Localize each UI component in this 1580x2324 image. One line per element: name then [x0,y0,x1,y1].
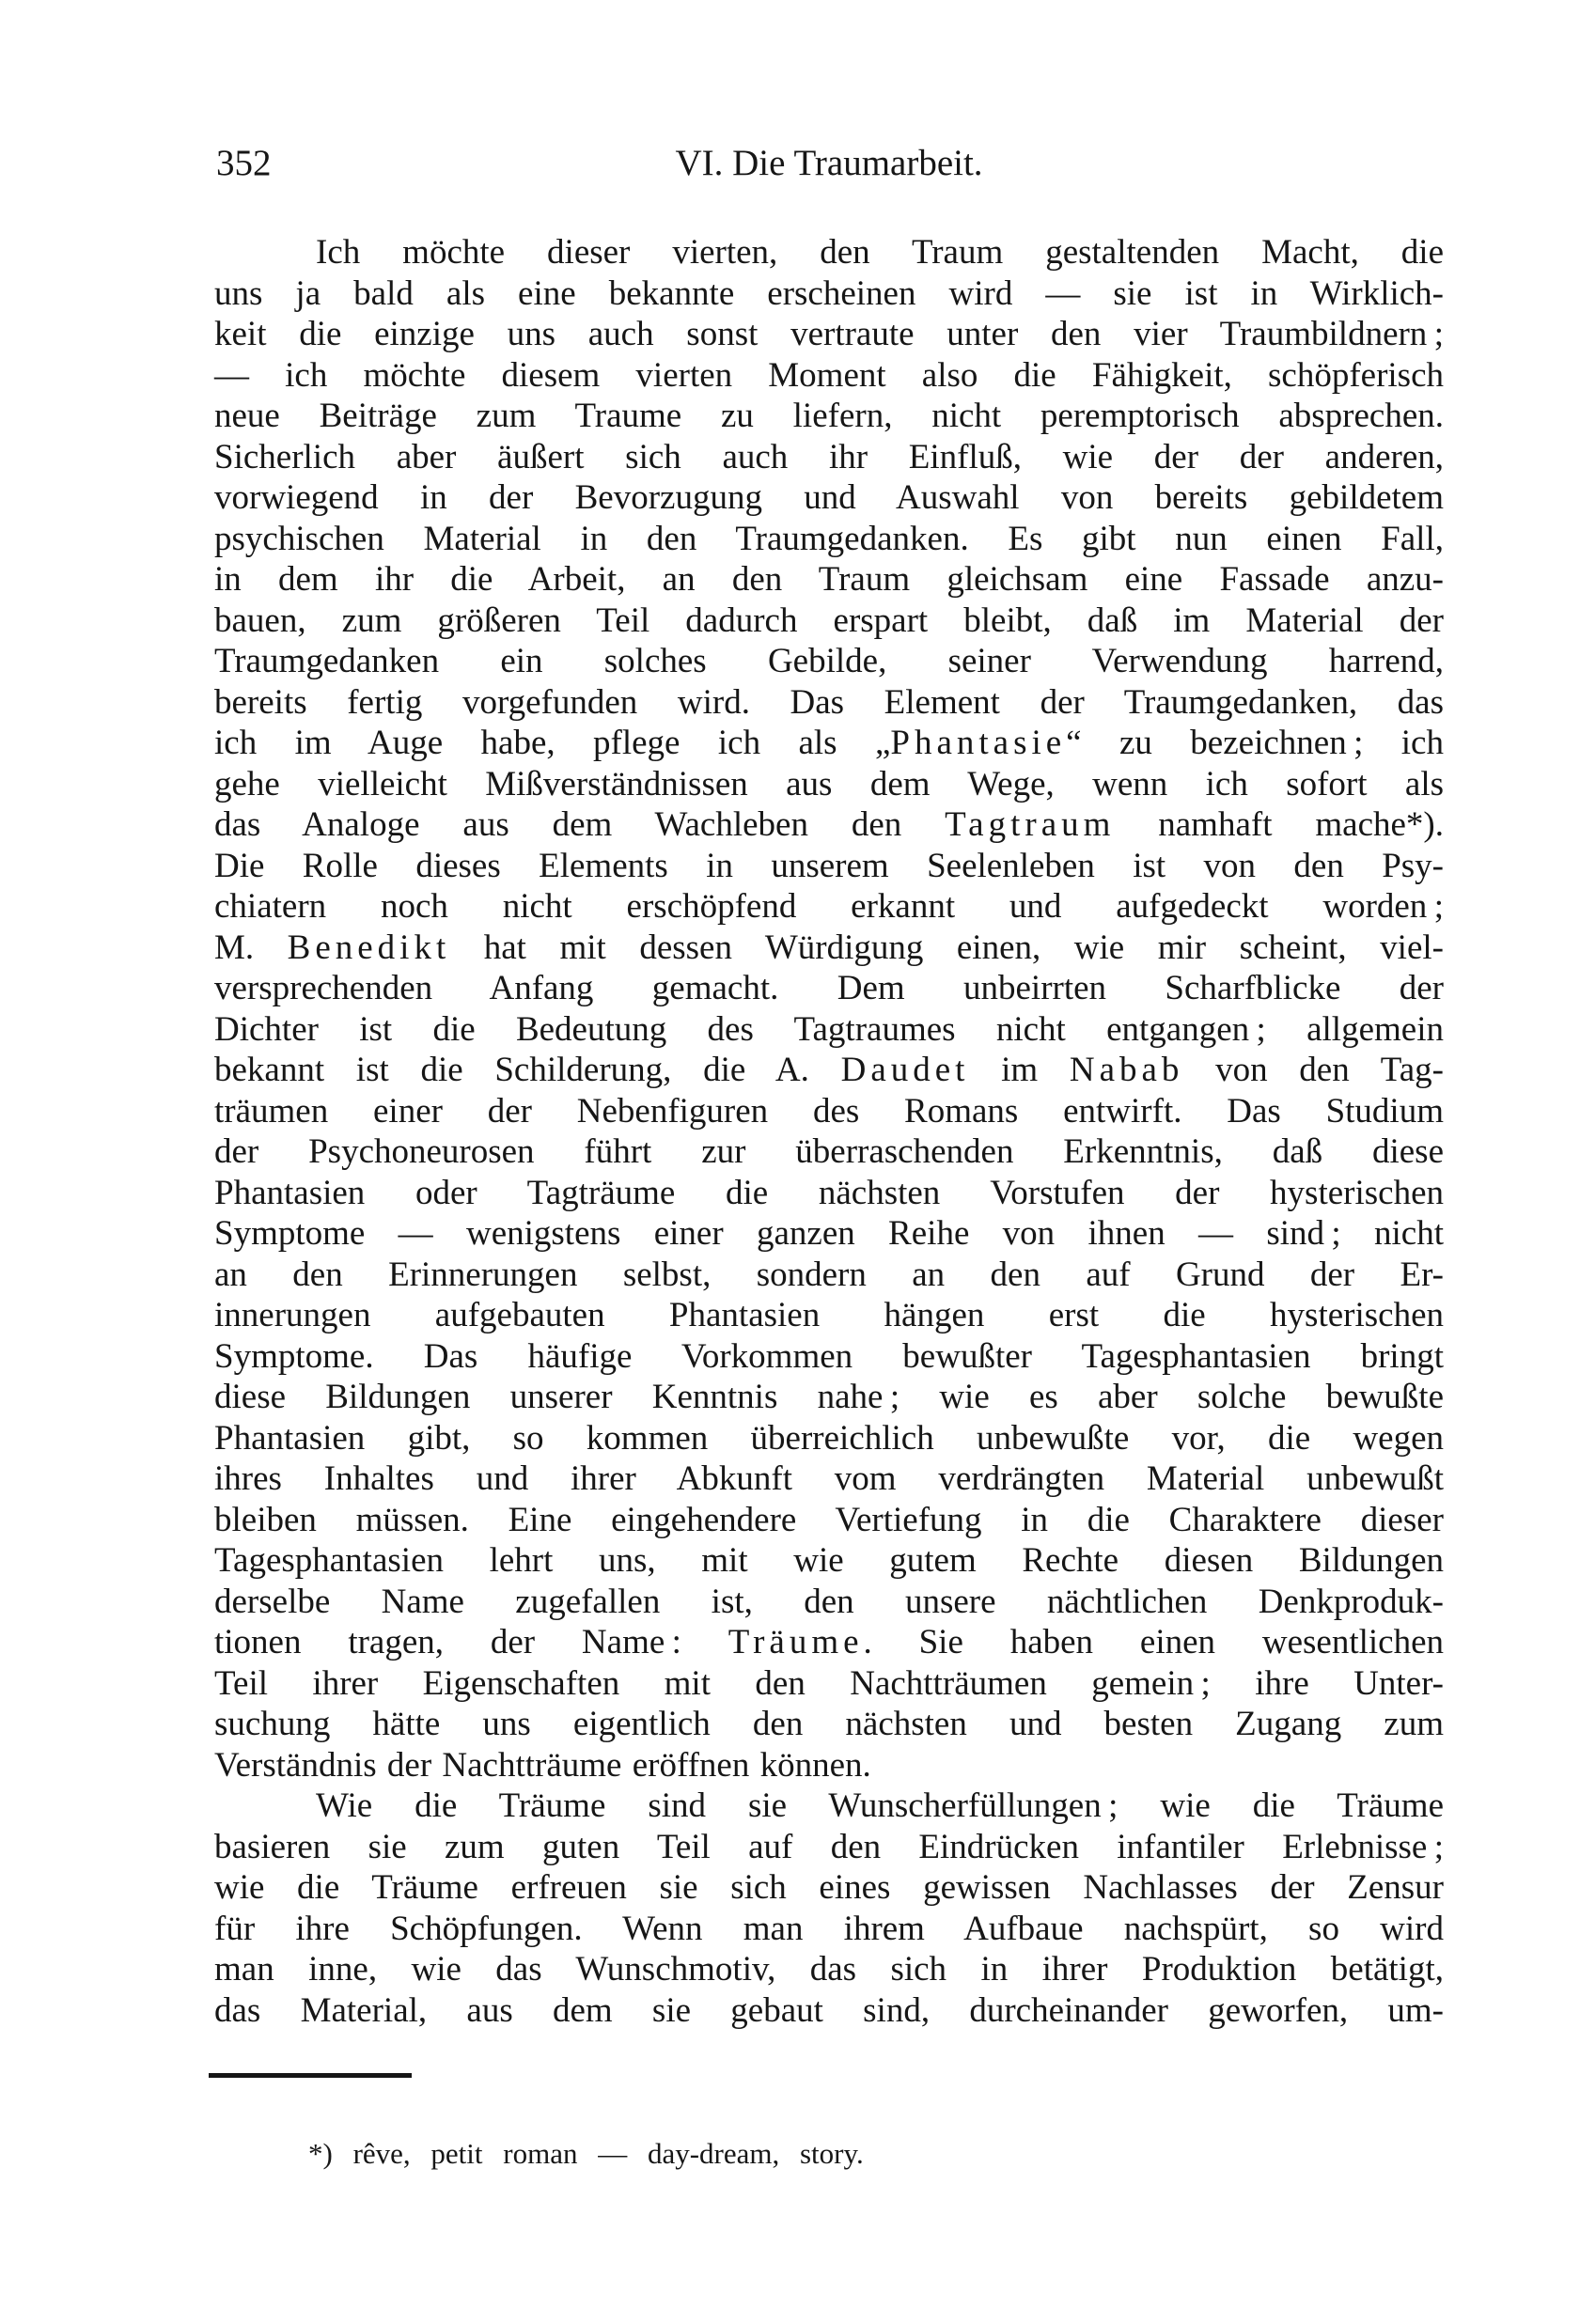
text-line: bauen, zum größeren Teil dadurch erspart bleibt, daß im Material der [214,600,1444,640]
emphasized-term: Daudet [840,1051,970,1089]
text-line: Traumgedanken ein solches Gebilde, seiner Verwendung harrend, [214,642,1444,680]
text-line: Teil ihrer Eigenschaften mit den Nachtträumen gemein ; ihre Unter- [214,1663,1444,1703]
text-line: das Material, aus dem sie gebaut sind, durcheinander geworfen, um- [214,1990,1444,2030]
text-line: Verständnis der Nachtträume eröffnen können. [214,1745,871,1785]
text-line: ihres Inhaltes und ihrer Abkunft vom verdrängten Material unbewußt [214,1459,1444,1498]
page-body [214,232,1444,2031]
text-line: bereits fertig vorgefunden wird. Das Element der Traumgedanken, das [214,682,1444,722]
text-line: tionen tragen, der Name : Träume. Sie haben einen wesentlichen [214,1623,1444,1661]
text-line: keit die einzige uns auch sonst vertraute unter den vier Traumbildnern ; [214,315,1444,353]
paragraph-1 [214,232,1444,1786]
text-line: Sicherlich aber äußert sich auch ihr Einfluß, wie der der anderen, [214,437,1444,476]
text-line: für ihre Schöpfungen. Wenn man ihrem Aufbaue nachspürt, so wird [214,1909,1444,1948]
text-line: M. Benedikt hat mit dessen Würdigung einen, wie mir scheint, viel- [214,928,1444,967]
text-line: psychischen Material in den Traumgedanken. Es gibt nun einen Fall, [214,519,1444,558]
text-line: — ich möchte diesem vierten Moment also die Fähigkeit, schöpferisch [214,355,1444,395]
text-line: bleiben müssen. Eine eingehendere Vertiefung in die Charaktere dieser [214,1500,1444,1539]
text-line: Symptome — wenigstens einer ganzen Reihe von ihnen — sind ; nicht [214,1214,1444,1253]
text-line: Symptome. Das häufige Vorkommen bewußter Tagesphantasien bringt [214,1336,1444,1376]
text-line: Phantasien oder Tagträume die nächsten Vorstufen der hysterischen [214,1173,1444,1212]
footnote: *) rêve, petit roman — day-dream, story. [308,2137,864,2170]
emphasized-term: Phantasie [890,724,1067,762]
text-line: diese Bildungen unserer Kenntnis nahe ; wie es aber solche bewußte [214,1378,1444,1416]
chapter-title: VI. Die Traumarbeit. [675,143,983,183]
text-line: vorwiegend in der Bevorzugung und Auswahl von bereits gebildetem [214,478,1444,517]
text-line: Phantasien gibt, so kommen überreichlich unbewußte vor, die wegen [214,1418,1444,1458]
page-number: 352 [216,143,272,183]
text-line: ich im Auge habe, pflege ich als „Phantasie“ zu bezeichnen ; ich [214,724,1444,762]
text-line: Wie die Träume sind sie Wunscherfüllungen ; wie die Träume [316,1786,1444,1825]
text-line: träumen einer der Nebenfiguren des Romans entwirft. Das Studium [214,1091,1444,1131]
text-line: uns ja bald als eine bekannte erscheinen wird — sie ist in Wirklich- [214,273,1444,313]
text-line: versprechenden Anfang gemacht. Dem unbeirrten Scharfblicke der [214,969,1444,1007]
text-line: Tagesphantasien lehrt uns, mit wie gutem Rechte diesen Bildungen [214,1541,1444,1580]
footnote-rule [209,2073,412,2078]
text-line: derselbe Name zugefallen ist, den unsere nächtlichen Denkproduk- [214,1582,1444,1621]
text-line: das Analoge aus dem Wachleben den Tagtraum namhaft mache*). [214,805,1444,844]
text-line: chiatern noch nicht erschöpfend erkannt und aufgedeckt worden ; [214,887,1444,926]
text-line: neue Beiträge zum Traume zu liefern, nicht peremptorisch absprechen. [214,397,1444,435]
text-line: der Psychoneurosen führt zur überraschenden Erkenntnis, daß diese [214,1132,1444,1171]
page-header [214,141,1444,186]
emphasized-term: Benedikt [287,928,451,967]
emphasized-term: Träume [727,1623,864,1661]
text-line: gehe vielleicht Mißverständnissen aus dem Wege, wenn ich sofort als [214,764,1444,803]
text-line: basieren sie zum guten Teil auf den Eindrücken infantiler Erlebnisse ; [214,1827,1444,1866]
text-line: wie die Träume erfreuen sie sich eines gewissen Nachlasses der Zensur [214,1868,1444,1907]
paragraph-2 [214,1786,1444,2031]
text-line: man inne, wie das Wunschmotiv, das sich in ihrer Produktion betätigt, [214,1950,1444,1989]
text-line: Die Rolle dieses Elements in unserem Seelenleben ist von den Psy- [214,846,1444,885]
text-line: Dichter ist die Bedeutung des Tagtraumes nicht entgangen ; allgemein [214,1009,1444,1049]
text-line: bekannt ist die Schilderung, die A. Daudet im Nabab von den Tag- [214,1051,1444,1089]
text-line: Ich möchte dieser vierten, den Traum gestaltenden Macht, die [316,233,1444,272]
text-line: innerungen aufgebauten Phantasien hängen erst die hysterischen [214,1296,1444,1334]
emphasized-term: Tagtraum [945,805,1116,844]
text-line: an den Erinnerungen selbst, sondern an den auf Grund der Er- [214,1255,1444,1294]
emphasized-term: Nabab [1069,1051,1184,1089]
text-line: in dem ihr die Arbeit, an den Traum gleichsam eine Fassade anzu- [214,560,1444,599]
text-line: suchung hätte uns eigentlich den nächsten und besten Zugang zum [214,1705,1444,1743]
